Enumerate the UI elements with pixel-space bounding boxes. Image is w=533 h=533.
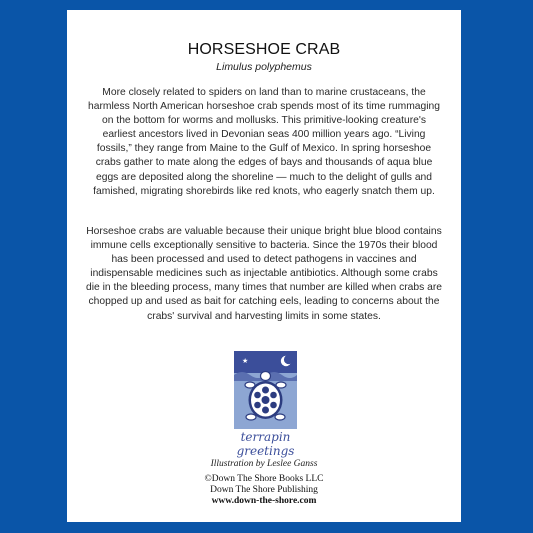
publisher-name: Down The Shore Publishing [210,485,318,495]
copyright-line: ©Down The Shore Books LLC [204,474,324,484]
terrapin-greetings-logo [234,351,297,463]
publisher-website: www.down-the-shore.com [211,496,317,506]
description-paragraph-2: Horseshoe crabs are valuable because their unique bright blue blood contains immune cells exceptionally sensitive to bacteria. Since the 1970s their blood has been processed and used to detect pathogens in vaccines and indispensable medicines such as injectable antibiotics. Although some crabs die in the bleeding process, many times that number are killed when crabs are chopped up and used as bait for catching eels, leading to concerns about the crabs' survival and harvesting limits in some states. [85,226,442,322]
illustration-credit: Illustration by Leslee Ganss [210,459,318,469]
logo-text-line2: greetings [236,444,295,458]
description-paragraph-1: More closely related to spiders on land than to marine crustaceans, the harmless North American horseshoe crab spends most of its time rummaging on the bottom for worms and mollusks. This primitive-looking creature's earliest ancestors lived in Devonian seas 400 million years ago. “Living fossils,” they range from Maine to the Gulf of Mexico. In spring horseshoe crabs gather to mate along the edges of bays and thousands of aqua blue eggs are deposited along the shoreline — much to the delight of gulls and famished, migrating shorebirds like red knots, who eagerly snatch them up. [88,87,440,197]
logo-text-line1: terrapin [240,430,291,444]
star-icon: ★ [242,357,249,365]
card-title: HORSESHOE CRAB [187,41,341,58]
card-back [67,10,461,522]
card-subtitle: Limulus polyphemus [216,61,312,73]
